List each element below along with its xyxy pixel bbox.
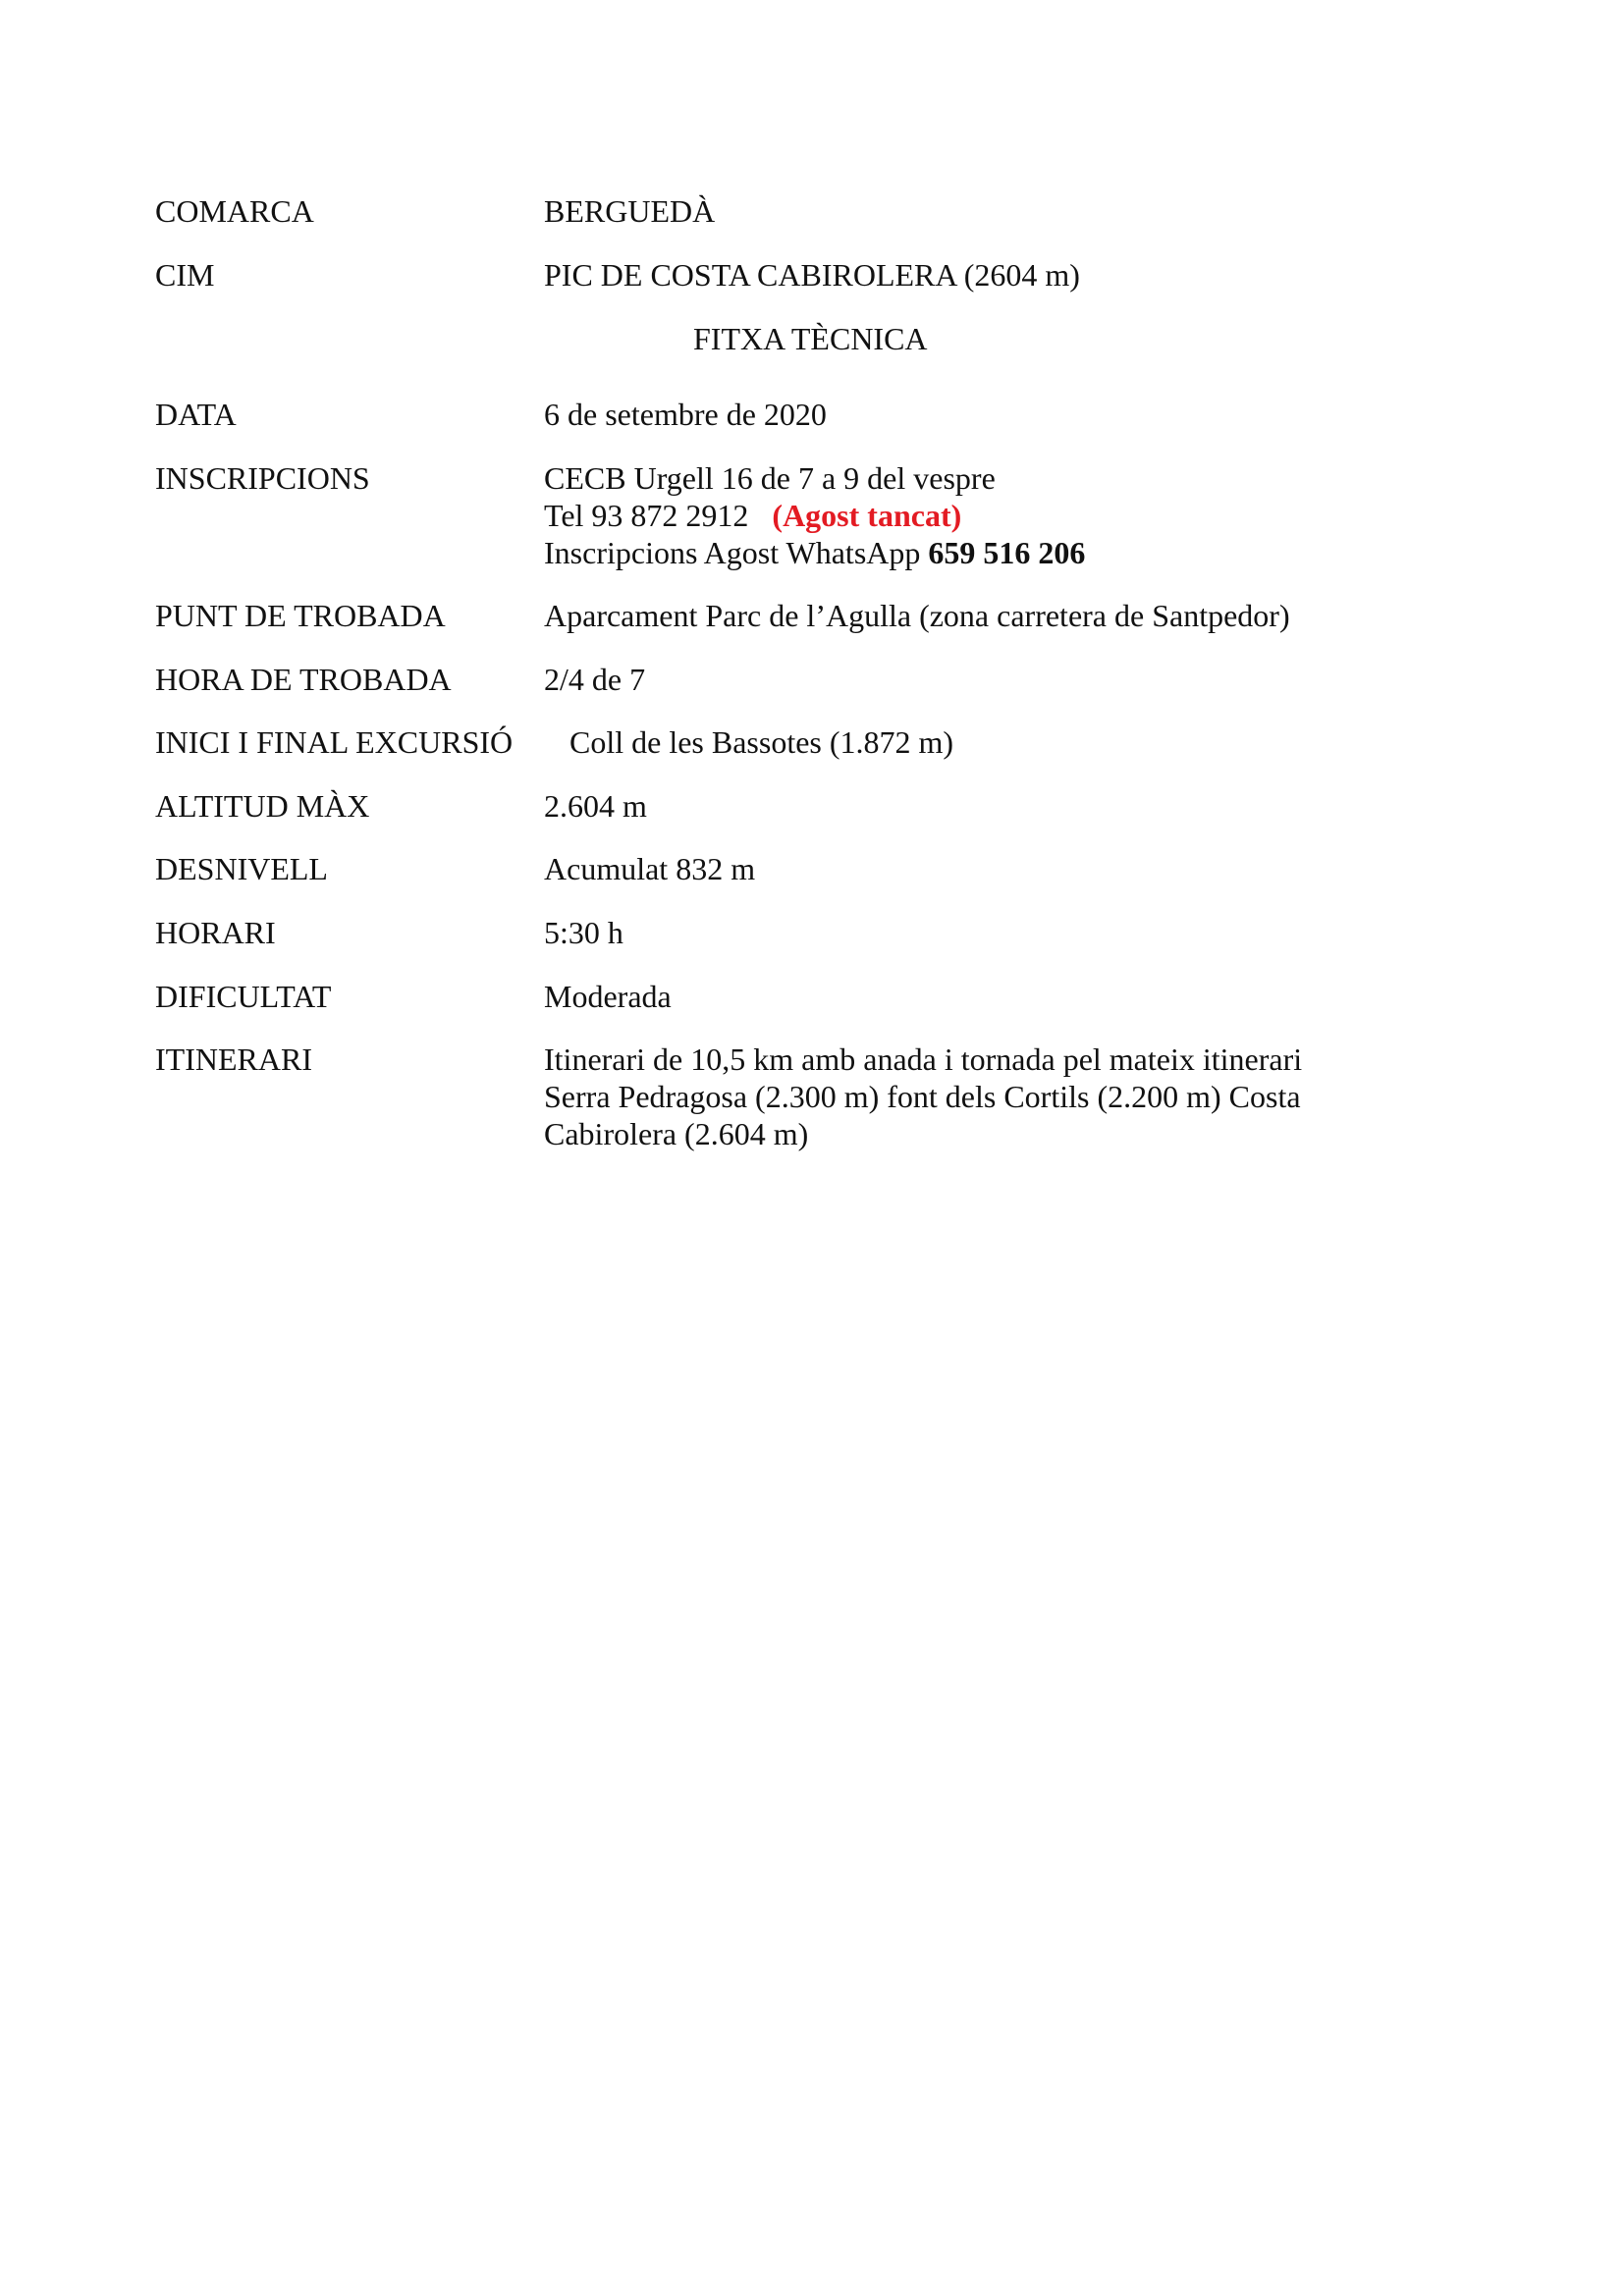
inscripcions-phone: Tel 93 872 2912 <box>544 498 749 533</box>
itinerari-label: ITINERARI <box>155 1041 312 1077</box>
cim-label: CIM <box>155 257 215 293</box>
hora-trobada-value: 2/4 de 7 <box>544 662 646 697</box>
itinerari-line-3: Cabirolera (2.604 m) <box>544 1116 809 1151</box>
desnivell-value: Acumulat 832 m <box>544 851 756 886</box>
data-label: DATA <box>155 397 237 432</box>
itinerari-line-2: Serra Pedragosa (2.300 m) font dels Cortils (2.200 m) Costa <box>544 1079 1301 1114</box>
inscripcions-line-3 <box>544 534 1085 571</box>
cim-value: PIC DE COSTA CABIROLERA (2604 m) <box>544 257 1080 293</box>
inscripcions-line-1: CECB Urgell 16 de 7 a 9 del vespre <box>544 460 996 496</box>
inici-final-value: Coll de les Bassotes (1.872 m) <box>569 724 954 760</box>
dificultat-label: DIFICULTAT <box>155 979 332 1014</box>
agost-tancat-note: (Agost tancat) <box>772 498 962 533</box>
desnivell-label: DESNIVELL <box>155 851 328 886</box>
inscripcions-line-2 <box>544 497 961 534</box>
comarca-label: COMARCA <box>155 193 314 229</box>
punt-trobada-label: PUNT DE TROBADA <box>155 598 446 633</box>
section-title: FITXA TÈCNICA <box>693 321 928 356</box>
hora-trobada-label: HORA DE TROBADA <box>155 662 452 697</box>
inici-final-label: INICI I FINAL EXCURSIÓ <box>155 724 514 760</box>
horari-value: 5:30 h <box>544 915 623 950</box>
punt-trobada-value: Aparcament Parc de l’Agulla (zona carretera de Santpedor) <box>544 598 1290 633</box>
itinerari-line-1: Itinerari de 10,5 km amb anada i tornada pel mateix itinerari <box>544 1041 1303 1077</box>
dificultat-value: Moderada <box>544 979 672 1014</box>
altitud-value: 2.604 m <box>544 788 647 824</box>
data-value: 6 de setembre de 2020 <box>544 397 827 432</box>
comarca-value: BERGUEDÀ <box>544 193 716 229</box>
horari-label: HORARI <box>155 915 276 950</box>
altitud-label: ALTITUD MÀX <box>155 788 370 824</box>
whatsapp-phone: 659 516 206 <box>928 535 1086 570</box>
whatsapp-label: Inscripcions Agost WhatsApp <box>544 535 921 570</box>
inscripcions-label: INSCRIPCIONS <box>155 460 370 496</box>
